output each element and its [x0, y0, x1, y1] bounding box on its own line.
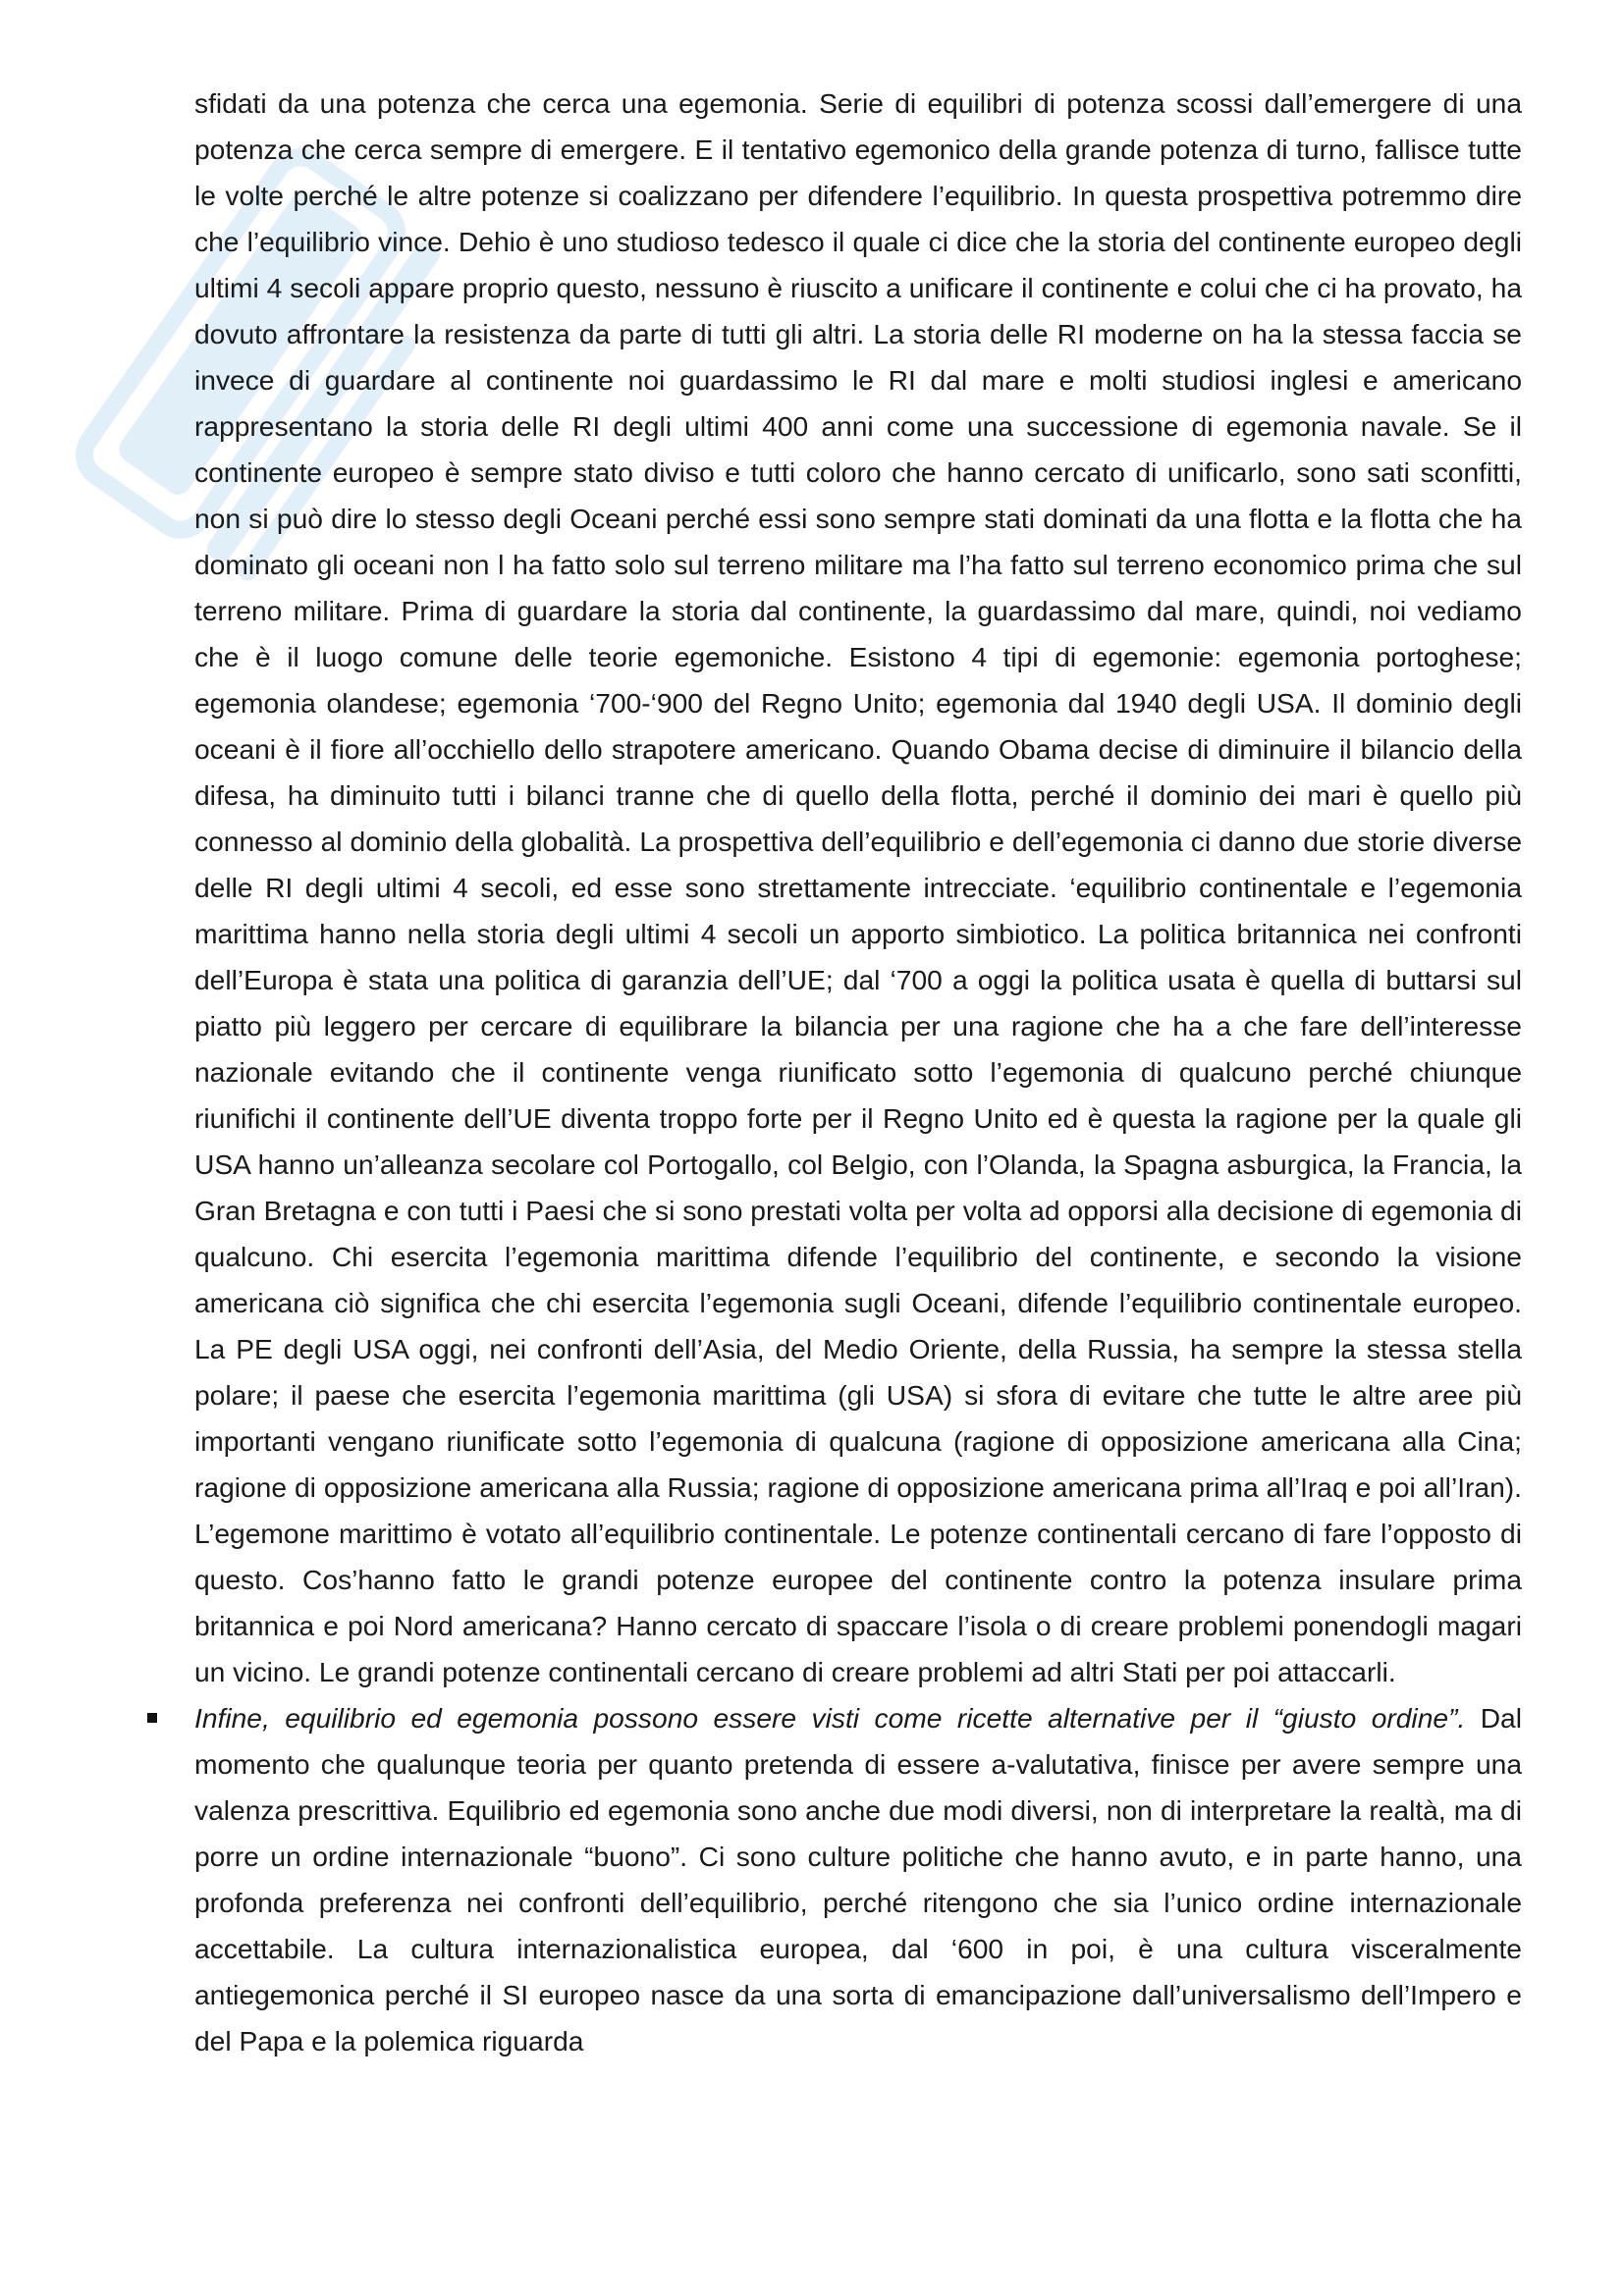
- bullet-lead-sentence: Infine, equilibrio ed egemonia possono essere visti come ricette alternative per il “giusto ordine”.: [194, 1702, 1481, 1734]
- bullet-item: [194, 1695, 1522, 2064]
- bullet-body-text: Dal momento che qualunque teoria per quanto pretenda di essere a-valutativa, finisce per avere sempre una valenza prescrittiva. Equilibrio ed egemonia sono anche due modi diversi, non di interpretare la realtà, ma di porre un ordine internazionale “buono”. Ci sono culture politiche che hanno avuto, e in parte hanno, una profonda preferenza nei confronti dell’equilibrio, perché ritengono che sia l’unico ordine internazionale accettabile. La cultura internazionalistica europea, dal ‘600 in poi, è una cultura visceralmente antiegemonica perché il SI europeo nasce da una sorta di emancipazione dall’universalismo dell’Impero e del Papa e la polemica riguarda: [194, 1702, 1522, 2056]
- square-bullet-icon: [147, 1713, 157, 1723]
- paragraph-continuation: sfidati da una potenza che cerca una egemonia. Serie di equilibri di potenza scossi dall’emergere di una potenza che cerca sempre di emergere. E il tentativo egemonico della grande potenza di turno, fallisce tutte le volte perché le altre potenze si coalizzano per difendere l’equilibrio. In questa prospettiva potremmo dire che l’equilibrio vince. Dehio è uno studioso tedesco il quale ci dice che la storia del continente europeo degli ultimi 4 secoli appare proprio questo, nessuno è riuscito a unificare il continente e colui che ci ha provato, ha dovuto affrontare la resistenza da parte di tutti gli altri. La storia delle RI moderne on ha la stessa faccia se invece di guardare al continente noi guardassimo le RI dal mare e molti studiosi inglesi e americano rappresentano la storia delle RI degli ultimi 400 anni come una successione di egemonia navale. Se il continente europeo è sempre stato diviso e tutti coloro che hanno cercato di unificarlo, sono sati sconfitti, non si può dire lo stesso degli Oceani perché essi sono sempre stati dominati da una flotta e la flotta che ha dominato gli oceani non l ha fatto solo sul terreno militare ma l’ha fatto sul terreno economico prima che sul terreno militare. Prima di guardare la storia dal continente, la guardassimo dal mare, quindi, noi vediamo che è il luogo comune delle teorie egemoniche. Esistono 4 tipi di egemonie: egemonia portoghese; egemonia olandese; egemonia ‘700-‘900 del Regno Unito; egemonia dal 1940 degli USA. Il dominio degli oceani è il fiore all’occhiello dello strapotere americano. Quando Obama decise di diminuire il bilancio della difesa, ha diminuito tutti i bilanci tranne che di quello della flotta, perché il dominio dei mari è quello più connesso al dominio della globalità. La prospettiva dell’equilibrio e dell’egemonia ci danno due storie diverse delle RI degli ultimi 4 secoli, ed esse sono strettamente intrecciate. ‘equilibrio continentale e l’egemonia marittima hanno nella storia degli ultimi 4 secoli un apporto simbiotico. La politica britannica nei confronti dell’Europa è stata una politica di garanzia dell’UE; dal ‘700 a oggi la politica usata è quella di buttarsi sul piatto più leggero per cercare di equilibrare la bilancia per una ragione che ha a che fare dell’interesse nazionale evitando che il continente venga riunificato sotto l’egemonia di qualcuno perché chiunque riunifichi il continente dell’UE diventa troppo forte per il Regno Unito ed è questa la ragione per la quale gli USA hanno un’alleanza secolare col Portogallo, col Belgio, con l’Olanda, la Spagna asburgica, la Francia, la Gran Bretagna e con tutti i Paesi che si sono prestati volta per volta ad opporsi alla decisione di egemonia di qualcuno. Chi esercita l’egemonia marittima difende l’equilibrio del continente, e secondo la visione americana ciò significa che chi esercita l’egemonia sugli Oceani, difende l’equilibrio continentale europeo. La PE degli USA oggi, nei confronti dell’Asia, del Medio Oriente, della Russia, ha sempre la stessa stella polare; il paese che esercita l’egemonia marittima (gli USA) si sfora di evitare che tutte le altre aree più importanti vengano riunificate sotto l’egemonia di qualcuna (ragione di opposizione americana alla Cina; ragione di opposizione americana alla Russia; ragione di opposizione americana prima all’Iraq e poi all’Iran). L’egemone marittimo è votato all’equilibrio continentale. Le potenze continentali cercano di fare l’opposto di questo. Cos’hanno fatto le grandi potenze europee del continente contro la potenza insulare prima britannica e poi Nord americana? Hanno cercato di spaccare l’isola o di creare problemi ponendogli magari un vicino. Le grandi potenze continentali cercano di creare problemi ad altri Stati per poi attaccarli.: [194, 87, 1522, 1687]
- document-page: [194, 80, 1522, 2064]
